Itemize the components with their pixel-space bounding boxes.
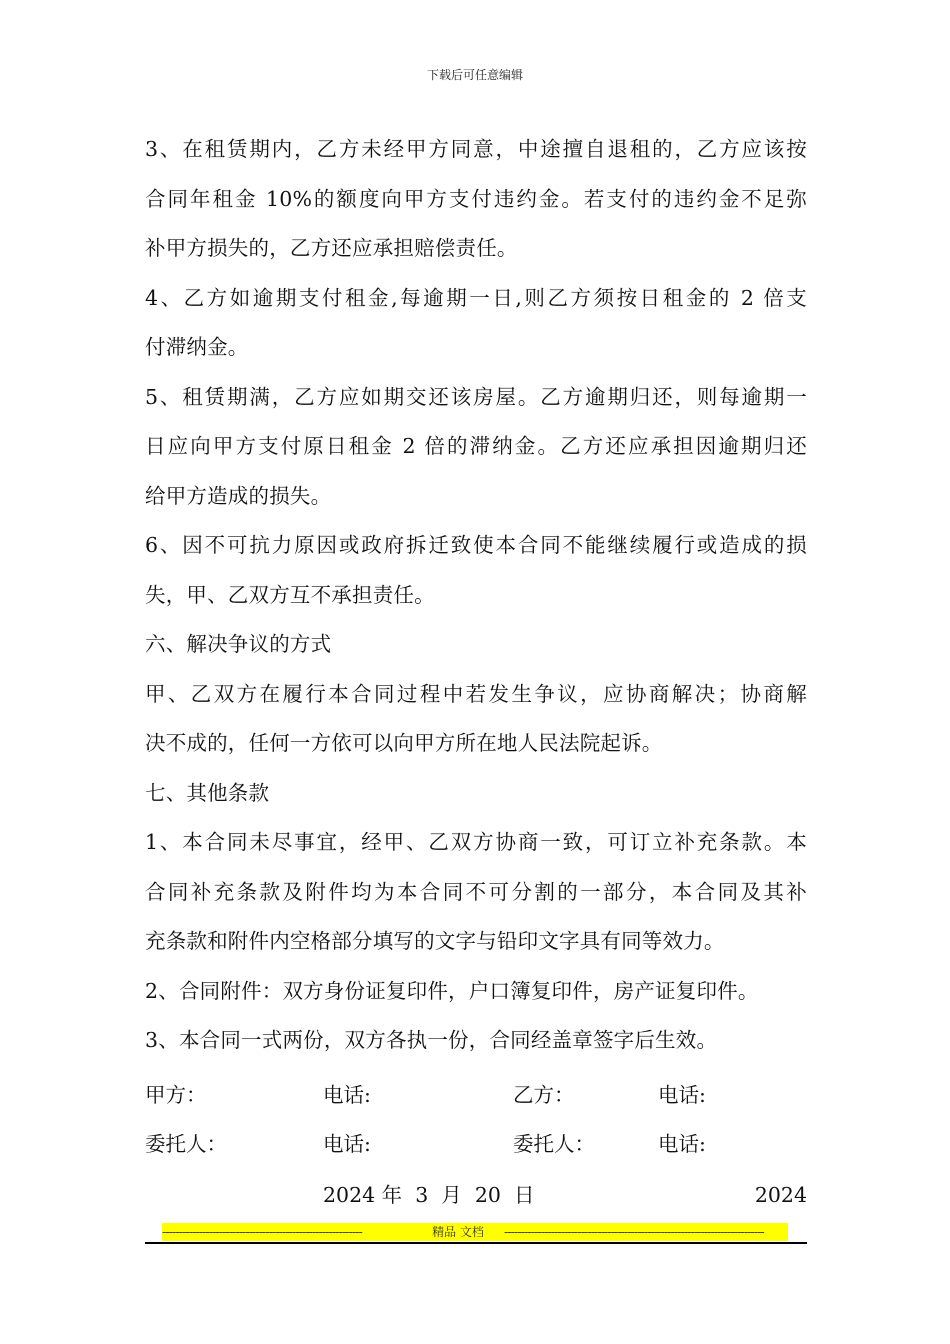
contract-body <box>145 130 807 1071</box>
signature-row-parties <box>145 1080 807 1110</box>
agent-a-phone-label: 电话: <box>323 1132 371 1156</box>
footer-dashes-left: ------------------------------------------------------------ <box>162 1225 362 1239</box>
text-line: 日应向甲方支付原日租金 2 倍的滞纳金。乙方还应承担因逾期归还 <box>145 434 807 458</box>
party-a-label: 甲方： <box>145 1083 207 1107</box>
agent-a-label: 委托人： <box>145 1132 227 1156</box>
signing-date: 2024 年 3 月 20 日 <box>323 1183 535 1207</box>
agent-b-label: 委托人： <box>513 1132 595 1156</box>
signature-row-agents <box>145 1129 807 1159</box>
text-line: 七、其他条款 <box>145 780 270 805</box>
text-line: 2、合同附件：双方身份证复印件，户口簿复印件，房产证复印件。 <box>145 978 759 1003</box>
footer-rule <box>145 1242 807 1244</box>
text-line: 失，甲、乙双方互不承担责任。 <box>145 582 435 607</box>
text-line: 充条款和附件内空格部分填写的文字与铅印文字具有同等效力。 <box>145 929 725 953</box>
text-line: 5、租赁期满，乙方应如期交还该房屋。乙方逾期归还，则每逾期一 <box>145 384 807 409</box>
text-line: 4、乙方如逾期支付租金,每逾期一日,则乙方须按日租金的 2 倍支 <box>145 285 807 310</box>
footer-dashes-right: ------------------------------------------------------------------------------ <box>504 1225 764 1239</box>
text-line: 六、解决争议的方式 <box>145 632 332 656</box>
text-line: 给甲方造成的损失。 <box>145 483 332 508</box>
text-line: 补甲方损失的，乙方还应承担赔偿责任。 <box>145 236 518 260</box>
party-a-phone-label: 电话: <box>323 1083 371 1107</box>
agent-b-phone-label: 电话: <box>658 1132 706 1156</box>
text-line: 6、因不可抗力原因或政府拆迁致使本合同不能继续履行或造成的损 <box>145 533 807 557</box>
text-line: 合同补充条款及附件均为本合同不可分割的一部分，本合同及其补 <box>145 879 807 904</box>
text-line: 3、本合同一式两份，双方各执一份，合同经盖章签字后生效。 <box>145 1028 718 1052</box>
party-b-phone-label: 电话: <box>658 1083 706 1107</box>
party-b-label: 乙方： <box>513 1083 575 1107</box>
footer-highlight-band <box>162 1223 788 1241</box>
text-line: 决不成的，任何一方依可以向甲方所在地人民法院起诉。 <box>145 731 663 755</box>
text-line: 合同年租金 10%的额度向甲方支付违约金。若支付的违约金不足弥 <box>145 186 807 211</box>
header-note: 下载后可任意编辑 <box>426 68 523 82</box>
text-line: 付滞纳金。 <box>145 335 249 359</box>
text-line: 1、本合同未尽事宜，经甲、乙双方协商一致，可订立补充条款。本 <box>145 830 807 854</box>
text-line: 3、在租赁期内，乙方未经甲方同意，中途擅自退租的，乙方应该按 <box>145 137 807 161</box>
signing-date-year-right: 2024 <box>754 1183 807 1207</box>
signing-date-row <box>145 1180 807 1210</box>
text-line: 甲、乙双方在履行本合同过程中若发生争议，应协商解决；协商解 <box>145 681 807 706</box>
footer-label: 精品 文档 <box>432 1225 484 1239</box>
